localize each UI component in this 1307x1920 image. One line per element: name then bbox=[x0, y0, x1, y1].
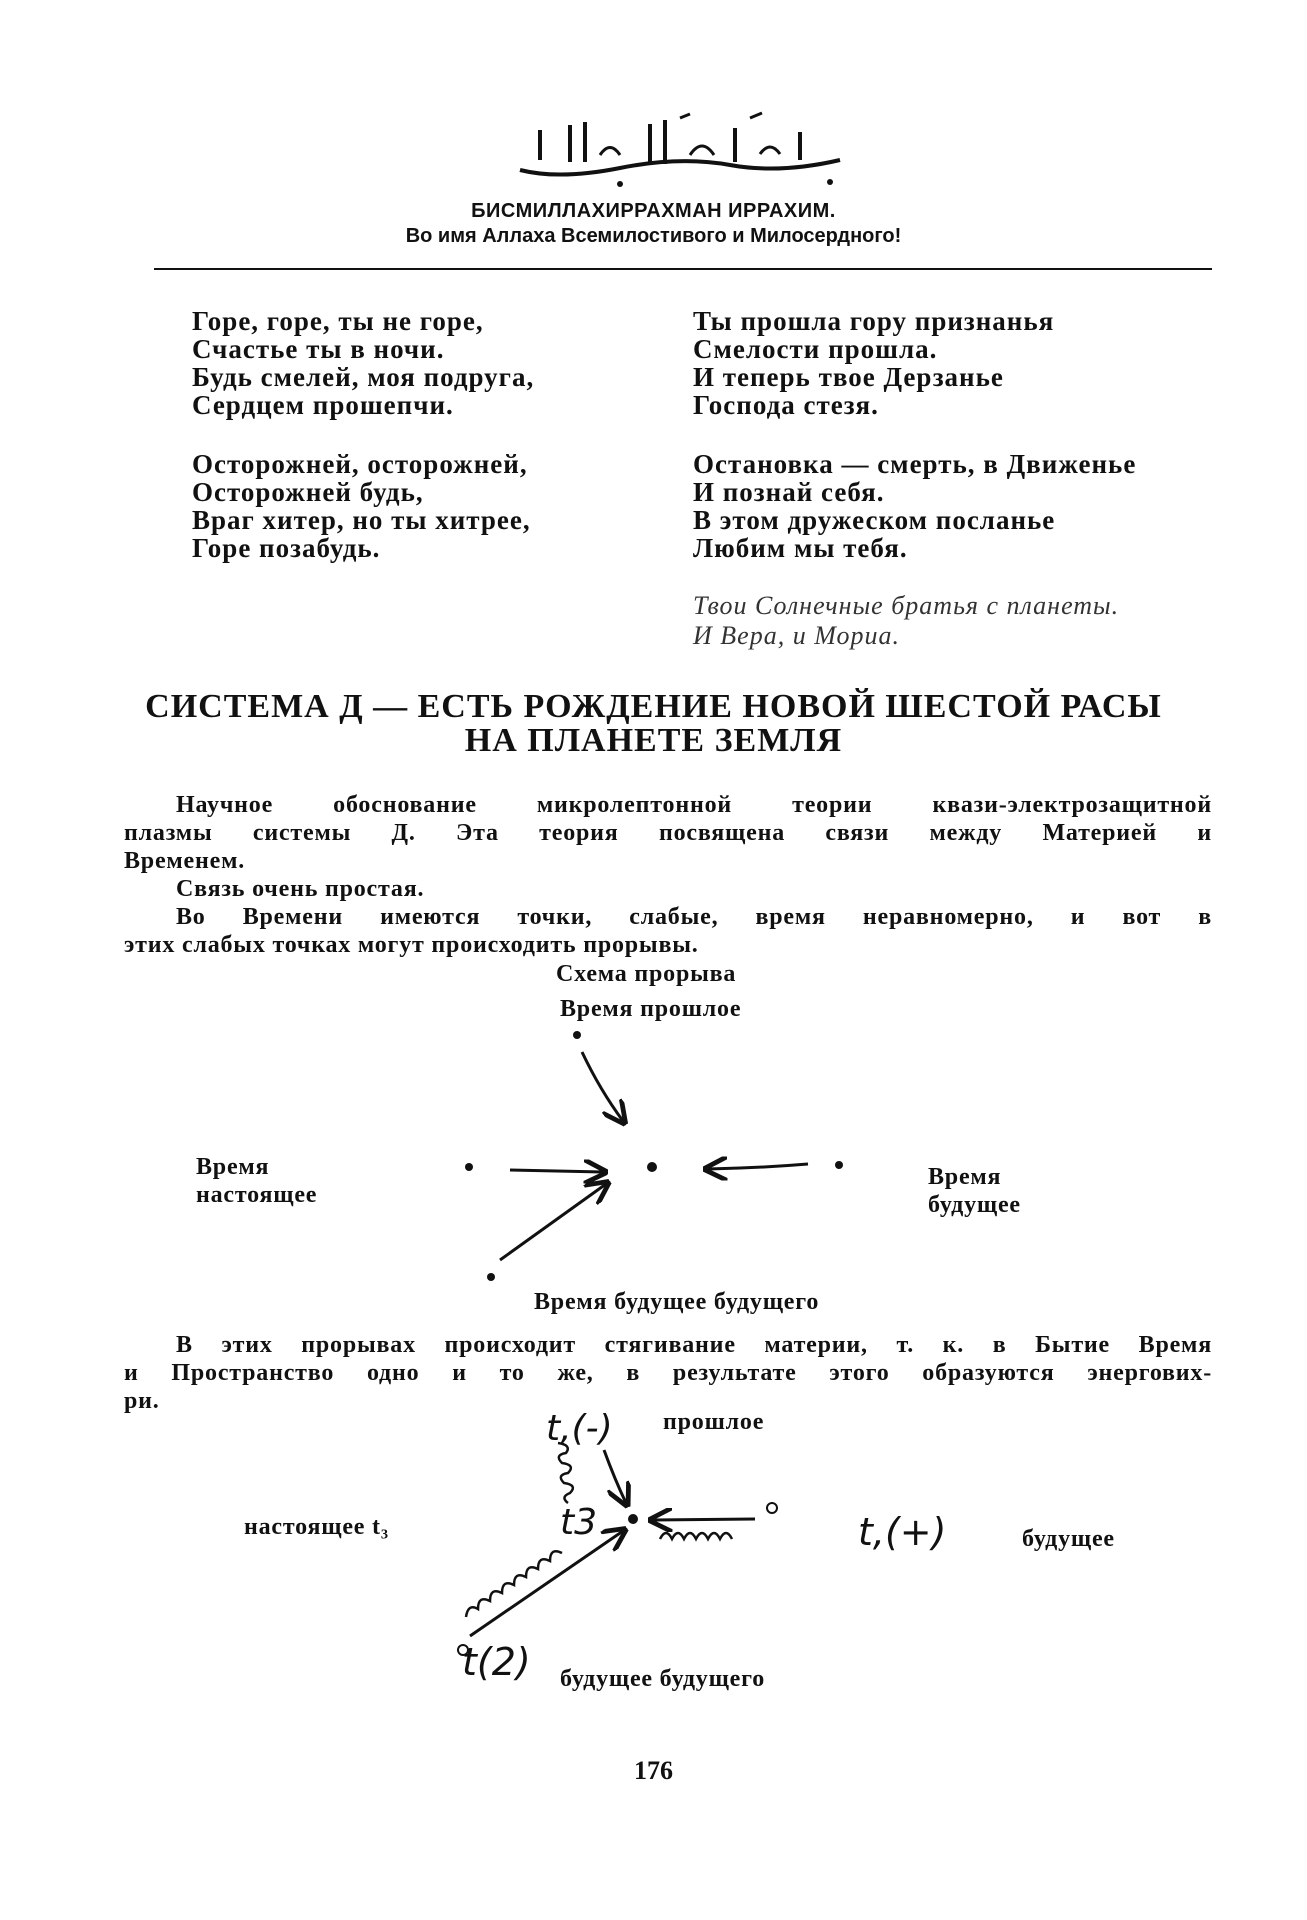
poem-line: Смелости прошла. bbox=[693, 334, 938, 364]
diagram2-t3: t3 bbox=[560, 1502, 598, 1543]
poem-line: Ты прошла гору признанья bbox=[693, 306, 1055, 336]
header-divider bbox=[154, 268, 1212, 270]
poem-line: Остановка — смерть, в Движенье bbox=[693, 449, 1137, 479]
diagram1-label-future-line: Время bbox=[928, 1164, 1002, 1190]
intro-paragraph-line: Научное обоснование микролептонной теории квази-электрозащитной bbox=[176, 792, 1212, 818]
center-point bbox=[628, 1514, 638, 1524]
poem-line: Осторожней будь, bbox=[192, 477, 424, 507]
diagram2-label-past: прошлое bbox=[663, 1409, 765, 1435]
arrow-past bbox=[582, 1052, 623, 1121]
poem-line: Осторожней, осторожней, bbox=[192, 449, 528, 479]
intro-paragraph-line: Связь очень простая. bbox=[176, 876, 425, 902]
paragraph-line: В этих прорывах происходит стягивание материи, т. к. в Бытие Время bbox=[176, 1332, 1212, 1358]
poem-line: Будь смелей, моя подруга, bbox=[192, 362, 535, 392]
diagram2-t2: t(2) bbox=[462, 1640, 531, 1684]
poem-line: И теперь твое Дерзанье bbox=[693, 362, 1004, 392]
diagram1-label-present-line: настоящее bbox=[196, 1182, 318, 1208]
poem-left-stanza-2 bbox=[192, 450, 531, 562]
poem-left-stanza-1 bbox=[192, 307, 534, 419]
arrow-present bbox=[510, 1170, 603, 1172]
arrow-future-of-future bbox=[500, 1184, 606, 1260]
present-point bbox=[465, 1163, 473, 1171]
arrow-past bbox=[604, 1450, 626, 1503]
future-point bbox=[835, 1161, 843, 1169]
diagram1-label-future bbox=[928, 1163, 1021, 1219]
poem-line: Горе, горе, ты не горе, bbox=[192, 306, 484, 336]
diagram1-caption: Схема прорыва bbox=[556, 961, 737, 987]
diagram1-label-present-line: Время bbox=[196, 1154, 270, 1180]
header-transliteration: БИСМИЛЛАХИРРАХМАН ИРРАХИМ. bbox=[471, 200, 836, 222]
intro-paragraph-line: этих слабых точках могут происходить прорывы. bbox=[124, 932, 699, 958]
paragraph-line: ри. bbox=[124, 1388, 160, 1414]
section-title-line-2: НА ПЛАНЕТЕ ЗЕМЛЯ bbox=[464, 722, 843, 759]
diagram2-t1-minus: t,(-) bbox=[546, 1408, 613, 1449]
diagram2-label-future: будущее bbox=[1022, 1526, 1115, 1552]
poem-line: В этом дружеском посланье bbox=[693, 505, 1056, 535]
diagram2-t1-plus: t,(+) bbox=[858, 1510, 947, 1554]
header-translation: Во имя Аллаха Всемилостивого и Милосердного! bbox=[405, 225, 902, 247]
arrow-future bbox=[653, 1519, 755, 1520]
intro-paragraph-line: плазмы системы Д. Эта теория посвящена связи между Материей и bbox=[124, 820, 1212, 846]
poem-line: Враг хитер, но ты хитрее, bbox=[192, 505, 531, 535]
diagram1-label-future-of-future: Время будущее будущего bbox=[534, 1289, 820, 1315]
poem-line: И познай себя. bbox=[693, 477, 885, 507]
poem-line: Господа стезя. bbox=[693, 390, 879, 420]
diagram2-label-future-of-future: будущее будущего bbox=[560, 1666, 766, 1692]
diagram1-label-past: Время прошлое bbox=[560, 996, 742, 1022]
past-point bbox=[573, 1031, 581, 1039]
signature-line: Твои Солнечные братья с планеты. bbox=[693, 591, 1120, 620]
arrow-future-of-future bbox=[470, 1531, 623, 1636]
future-of-future-point bbox=[487, 1273, 495, 1281]
poem-line: Любим мы тебя. bbox=[693, 533, 908, 563]
poem-line: Счастье ты в ночи. bbox=[192, 334, 445, 364]
poem-line: Сердцем прошепчи. bbox=[192, 390, 454, 420]
bismillah-calligraphy bbox=[500, 110, 860, 190]
section-title bbox=[0, 690, 1307, 758]
breakthrough-diagram bbox=[440, 1020, 880, 1310]
future-point-open bbox=[767, 1503, 777, 1513]
paragraph-line: и Пространство одно и то же, в результате этого образуются энергових- bbox=[124, 1360, 1212, 1386]
poem-signature bbox=[693, 591, 1119, 651]
spiral-future bbox=[660, 1533, 732, 1539]
arrow-future bbox=[708, 1164, 808, 1169]
poem-right-stanza-1 bbox=[693, 307, 1054, 419]
center-point bbox=[647, 1162, 657, 1172]
intro-paragraph-line: Во Времени имеются точки, слабые, время неравномерно, и вот в bbox=[176, 904, 1212, 930]
section-title-line-1: СИСТЕМА Д — ЕСТЬ РОЖДЕНИЕ НОВОЙ ШЕСТОЙ РАСЫ bbox=[145, 688, 1162, 725]
signature-line: И Вера, и Мориа. bbox=[693, 621, 900, 650]
diagram2-label-present: настоящее t₃ bbox=[244, 1514, 389, 1540]
spiral-past bbox=[558, 1443, 573, 1503]
poem-right-stanza-2 bbox=[693, 450, 1136, 562]
page-number: 176 bbox=[634, 1756, 673, 1785]
diagram1-label-future-line: будущее bbox=[928, 1192, 1021, 1218]
poem-line: Горе позабудь. bbox=[192, 533, 381, 563]
diagram1-label-present bbox=[196, 1153, 317, 1209]
intro-paragraph-line: Временем. bbox=[124, 848, 246, 874]
